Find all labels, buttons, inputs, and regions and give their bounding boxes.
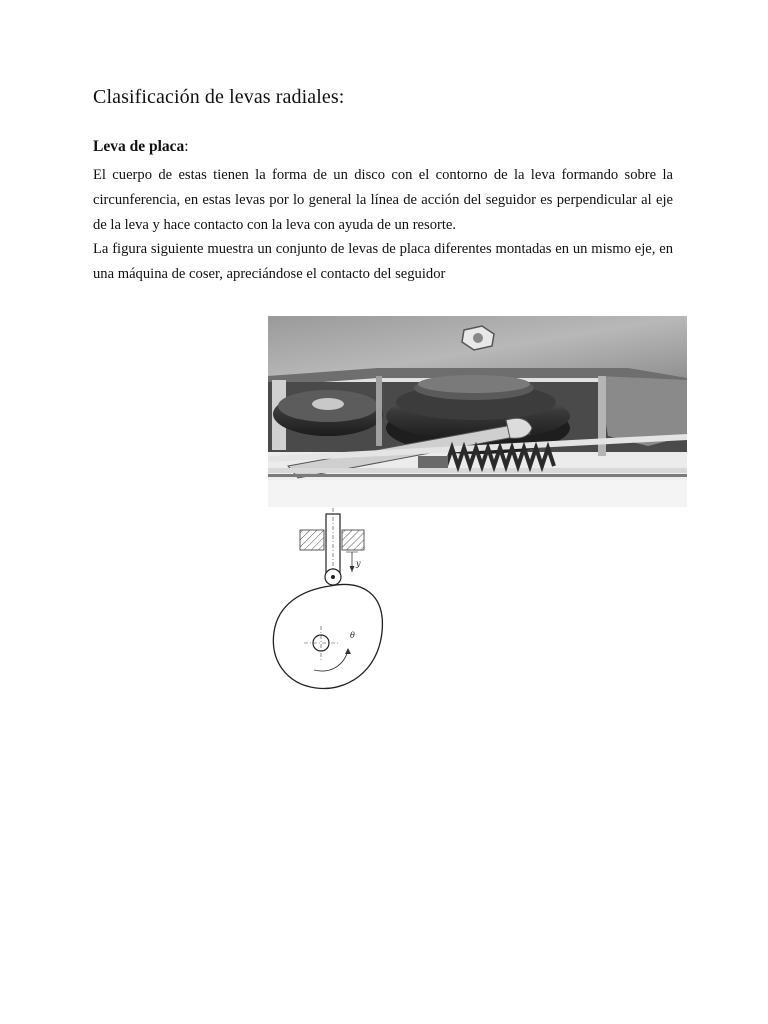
angle-label: θ (350, 631, 355, 640)
paragraph-description: El cuerpo de estas tienen la forma de un disco con el contorno de la leva formando sobre la circunferencia, en estas levas por lo general la línea de acción del seguidor es perpendicular al eje de la leva y hace contacto con la leva con ayuda de un resorte. (93, 167, 673, 233)
subsection-heading (93, 138, 189, 156)
paragraph-figure-intro: La figura siguiente muestra un conjunto de levas de placa diferentes montadas en un mismo eje, en una máquina de coser, apreciándose el contacto del seguidor (93, 241, 673, 282)
section-heading: Clasificación de levas radiales: (93, 86, 345, 108)
subsection-colon: : (184, 138, 189, 155)
subsection-title: Leva de placa (93, 138, 185, 155)
sewing-machine-cams-photo (268, 316, 687, 507)
displacement-label: y (356, 559, 361, 568)
plate-cam-diagram (268, 508, 393, 698)
